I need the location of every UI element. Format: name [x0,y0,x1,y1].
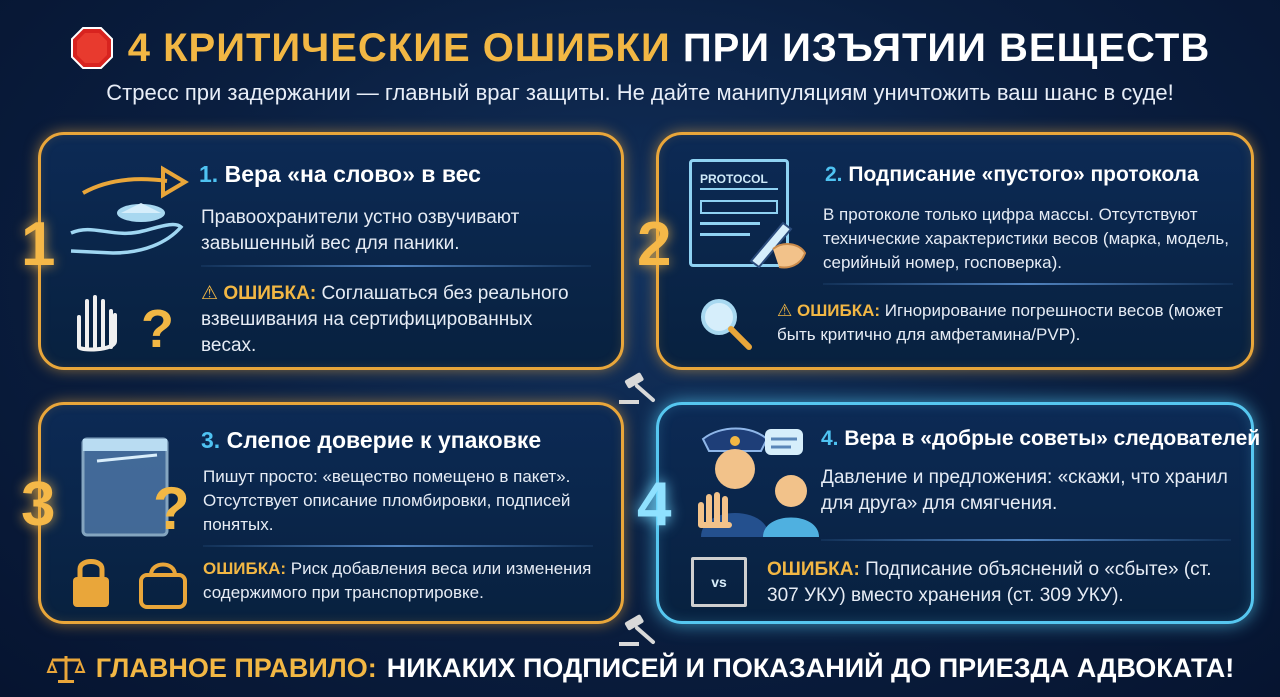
title-rest: ПРИ ИЗЪЯТИИ ВЕЩЕСТВ [682,25,1211,70]
stop-sign-icon [70,26,114,70]
card-mistake-1 [21,132,624,370]
card-heading-text: Подписание «пустого» протокола [848,163,1199,186]
footer-text: НИКАКИХ ПОДПИСЕЙ И ПОКАЗАНИЙ ДО ПРИЕЗДА АДВОКАТА! [386,652,1235,683]
error-text: Подписание объяснений о «сбыте» (ст. 307 УКУ) вместо хранения (ст. 309 УКУ). [767,559,1212,606]
error-text: Соглашаться без реального взвешивания на сертифицированных весах. [201,283,569,356]
gavel-icon [617,614,659,648]
card-separator [823,283,1233,285]
title-row [0,22,1280,74]
card-number: 2. [825,163,843,186]
warning-icon: ⚠ [777,301,793,320]
card-number: 1. [199,161,219,187]
error-text: Игнорирование погрешности весов (может быть критично для амфетамина/PVP). [777,301,1223,344]
card-error [777,299,1247,347]
lock-bag-icon [67,557,197,609]
error-label: ОШИБКА: [796,301,881,320]
card-heading [821,427,1260,451]
card-big-number: 1 [21,210,56,279]
card-error [767,557,1247,609]
card-description: В протоколе только цифра массы. Отсутствуют технические характеристики весов (марка, модель, серийный номер, госповерка). [823,205,1229,272]
title-accent: 4 КРИТИЧЕСКИЕ ОШИБКИ [127,25,671,70]
card-number: 4. [821,427,839,450]
jail-cell-label: vs [711,574,727,590]
card-heading [825,163,1199,187]
page-title [128,26,1211,71]
card-big-number: 4 [637,470,672,539]
error-label: ОШИБКА: [203,559,287,578]
card-error [201,281,581,359]
card-heading [201,427,541,454]
card-heading [199,161,481,188]
card-mistake-2 [637,132,1254,370]
card-description: Правоохранители устно озвучивают завышенный вес для паники. [201,207,520,254]
footer-accent: ГЛАВНОЕ ПРАВИЛО: [95,652,377,683]
card-big-number: 2 [637,210,672,279]
card-description: Пишут просто: «вещество помещено в пакет». Отсутствует описание пломбировки, подписей понятых. [203,467,571,534]
card-separator [201,265,591,267]
error-text: Риск добавления веса или изменения содержимого при транспортировке. [203,559,592,602]
card-heading-text: Слепое доверие к упаковке [226,427,542,453]
card-separator [203,545,593,547]
svg-text:?: ? [153,475,190,541]
stop-hand-question-icon [71,293,191,353]
card-mistake-4 [637,402,1261,624]
card-number: 3. [201,427,221,453]
jail-cell-icon [691,557,747,607]
pen-hand-icon [743,205,813,275]
card-separator [821,539,1231,541]
card-mistake-3 [21,402,624,624]
protocol-label: PROTOCOL [700,172,778,190]
card-error [203,557,613,605]
error-label: ОШИБКА: [767,559,860,580]
evidence-bag-icon [77,425,201,541]
error-label: ОШИБКА: [223,283,317,304]
svg-text:?: ? [141,299,174,353]
police-officer-icon [691,421,821,541]
card-heading-text: Вера «на слово» в вес [224,161,481,187]
scales-icon [46,652,86,684]
warning-icon: ⚠ [201,283,219,304]
gavel-icon [617,372,659,406]
footer-rule [0,648,1280,688]
page-subtitle: Стресс при задержании — главный враг защиты. Не дайте манипуляциям уничтожить ваш шанс в суде! [106,80,1174,105]
magnifier-icon [695,293,755,353]
card-description: Давление и предложения: «скажи, что хранил для друга» для смягчения. [821,467,1228,514]
card-heading-text: Вера в «добрые советы» следователей [844,427,1261,450]
card-big-number: 3 [21,470,56,539]
hand-weight-icon [63,155,193,275]
